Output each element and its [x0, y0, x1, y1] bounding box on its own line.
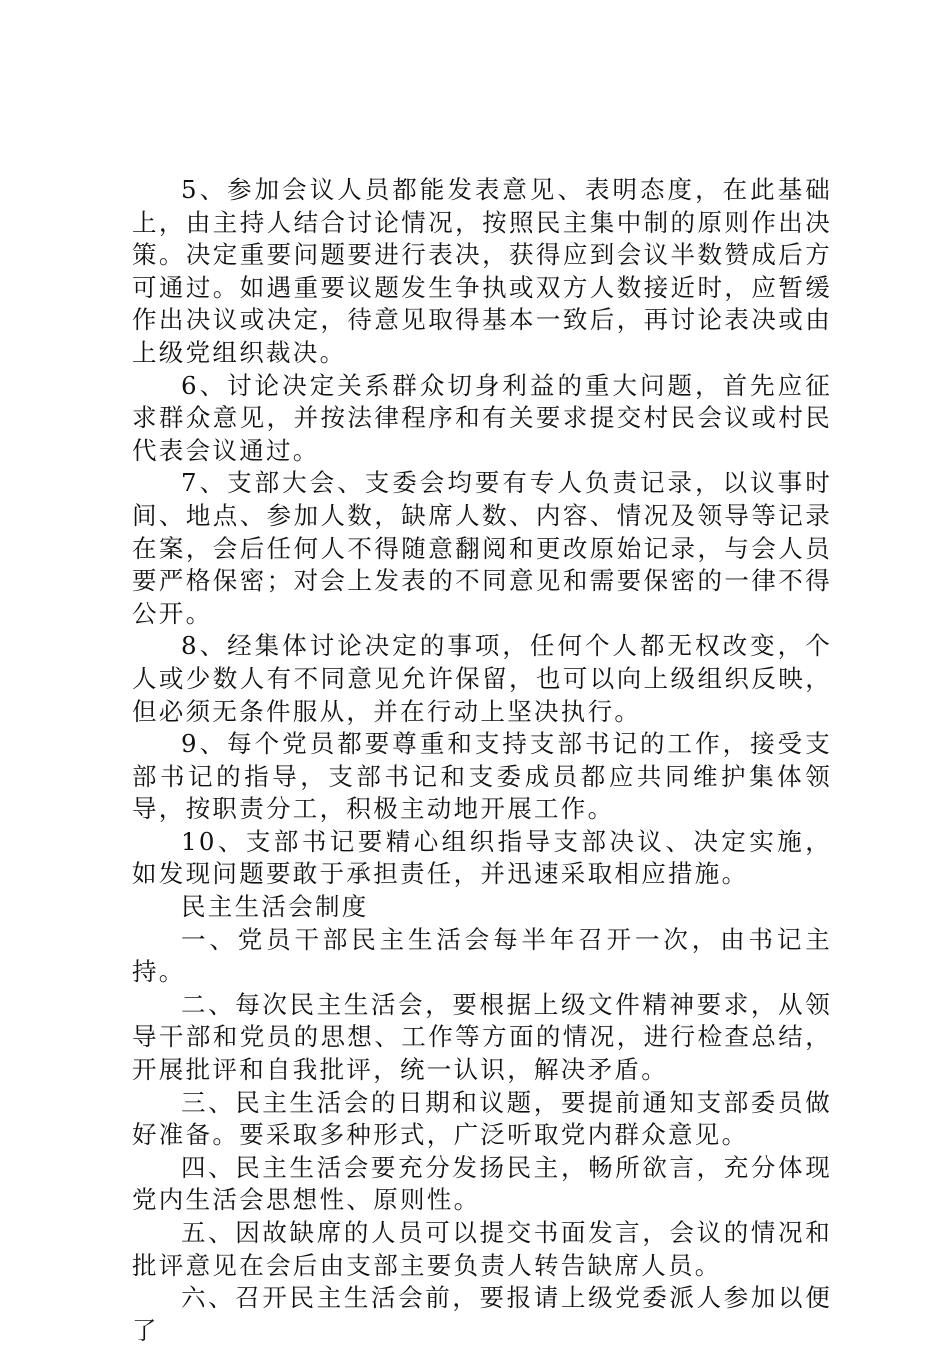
- section-paragraph-5: 五、因故缺席的人员可以提交书面发言，会议的情况和批评意见在会后由支部主要负责人转告缺席人员。: [132, 1218, 832, 1280]
- paragraph-item-6: 6、讨论决定关系群众切身利益的重大问题，首先应征求群众意见，并按法律程序和有关要求提交村民会议或村民代表会议通过。: [132, 370, 832, 465]
- document-body: [132, 174, 832, 1347]
- paragraph-item-8: 8、经集体讨论决定的事项，任何个人都无权改变，个人或少数人有不同意见允许保留，也可以向上级组织反映，但必须无条件服从，并在行动上坚决执行。: [132, 631, 832, 726]
- section-paragraph-2: 二、每次民主生活会，要根据上级文件精神要求，从领导干部和党员的思想、工作等方面的情况，进行检查总结，开展批评和自我批评，统一认识，解决矛盾。: [132, 989, 832, 1085]
- paragraph-item-9: 9、每个党员都要尊重和支持支部书记的工作，接受支部书记的指导，支部书记和支委成员都应共同维护集体领导，按职责分工，积极主动地开展工作。: [132, 729, 832, 824]
- section-heading: 民主生活会制度: [181, 892, 369, 922]
- section-paragraph-1: 一、党员干部民主生活会每半年召开一次，由书记主持。: [132, 924, 832, 987]
- paragraph-item-10: 10、支部书记要精心组织指导支部决议、决定实施，如发现问题要敢于承担责任，并迅速采取相应措施。: [132, 826, 832, 889]
- section-paragraph-3: 三、民主生活会的日期和议题，要提前通知支部委员做好准备。要采取多种形式，广泛听取党内群众意见。: [132, 1087, 832, 1150]
- paragraph-item-7: 7、支部大会、支委会均要有专人负责记录，以议事时间、地点、参加人数，缺席人数、内容、情况及领导等记录在案，会后任何人不得随意翻阅和更改原始记录，与会人员要严格保密；对会上发表的不同意见和需要保密的一律不得公开。: [132, 468, 832, 628]
- section-paragraph-6: 六、召开民主生活会前，要报请上级党委派人参加以便了: [132, 1283, 832, 1345]
- paragraph-item-5: 5、参加会议人员都能发表意见、表明态度，在此基础上，由主持人结合讨论情况，按照民主集中制的原则作出决策。决定重要问题要进行表决，获得应到会议半数赞成后方可通过。如遇重要议题发生争执或双方人数接近时，应暂缓作出决议或决定，待意见取得基本一致后，再讨论表决或由上级党组织裁决。: [132, 175, 832, 367]
- section-paragraph-4: 四、民主生活会要充分发扬民主，畅所欲言，充分体现党内生活会思想性、原则性。: [132, 1152, 832, 1215]
